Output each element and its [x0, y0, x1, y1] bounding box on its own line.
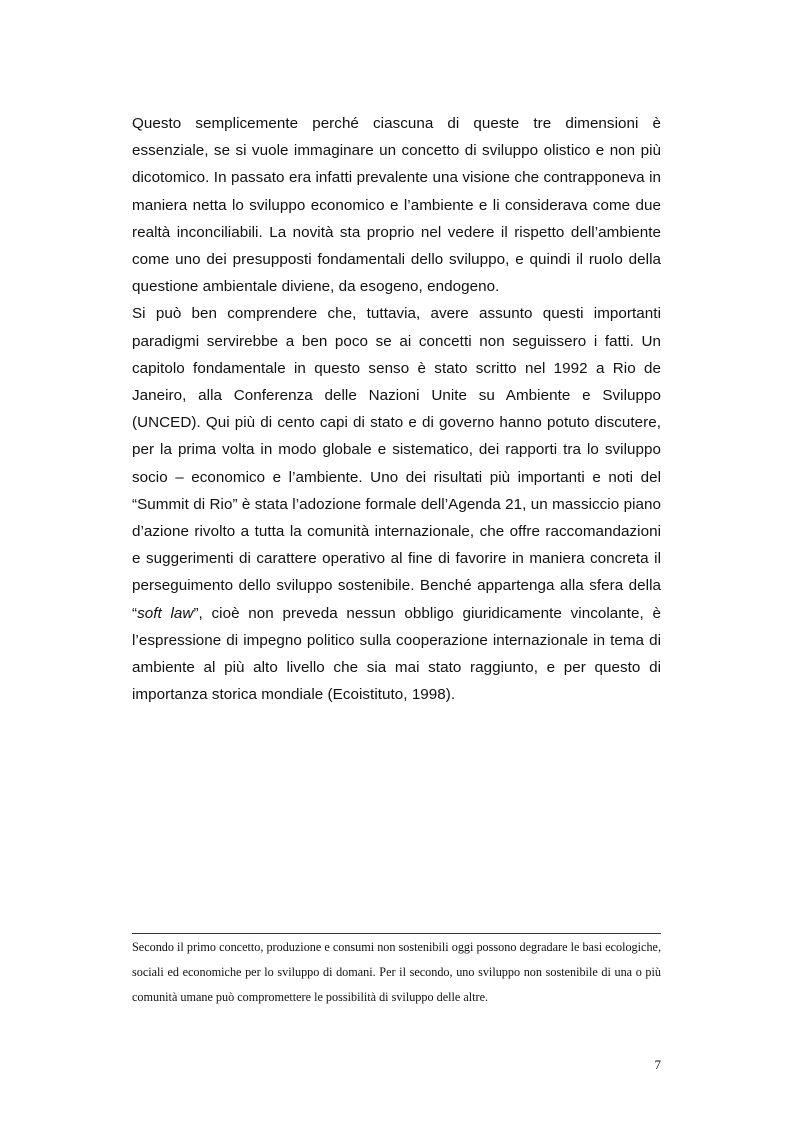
footnote-separator: [132, 933, 661, 934]
italic-term-soft-law: soft law: [137, 604, 194, 622]
footnote: Secondo il primo concetto, produzione e consumi non sostenibili oggi possono degradare le basi ecologiche, sociali ed economiche per lo sviluppo di domani. Per il secondo, uno sviluppo non sostenibile di una o più comunità umane può compromettere le possibilità di sviluppo delle altre.: [132, 940, 661, 1004]
page-number: 7: [654, 1057, 661, 1072]
paragraph-2-text-end: ”, cioè non preveda nessun obbligo giuridicamente vincolante, è l’espressione di impegno politico sulla cooperazione internazionale in tema di ambiente al più alto livello che sia mai stato raggiunto, e per questo di importanza storica mondiale (Ecoistituto, 1998).: [132, 604, 661, 704]
paragraph-2-text-start: Si può ben comprendere che, tuttavia, avere assunto questi importanti paradigmi servirebbe a ben poco se ai concetti non seguissero i fatti. Un capitolo fondamentale in questo senso è stato scritto nel 1992 a Rio de Janeiro, alla Conferenza delle Nazioni Unite su Ambiente e Sviluppo (UNCED). Qui più di cento capi di stato e di governo hanno potuto discutere, per la prima volta in modo globale e sistematico, dei rapporti tra lo sviluppo socio – economico e l’ambiente. Uno dei risultati più importanti e noti del “Summit di Rio” è stata l’adozione formale dell’Agenda 21, un massiccio piano d’azione rivolto a tutta la comunità internazionale, che offre raccomandazioni e suggerimenti di carattere operativo al fine di favorire in maniera concreta il perseguimento dello sviluppo sostenibile. Benché appartenga alla sfera della “: [132, 305, 661, 622]
paragraph-2: [132, 300, 661, 708]
main-text-column: [132, 110, 661, 708]
paragraph-1: Questo semplicemente perché ciascuna di queste tre dimensioni è essenziale, se si vuole immaginare un concetto di sviluppo olistico e non più dicotomico. In passato era infatti prevalente una visione che contrapponeva in maniera netta lo sviluppo economico e l’ambiente e li considerava come due realtà inconciliabili. La novità sta proprio nel vedere il rispetto dell’ambiente come uno dei presupposti fondamentali dello sviluppo, e quindi il ruolo della questione ambientale diviene, da esogeno, endogeno.: [132, 115, 661, 296]
